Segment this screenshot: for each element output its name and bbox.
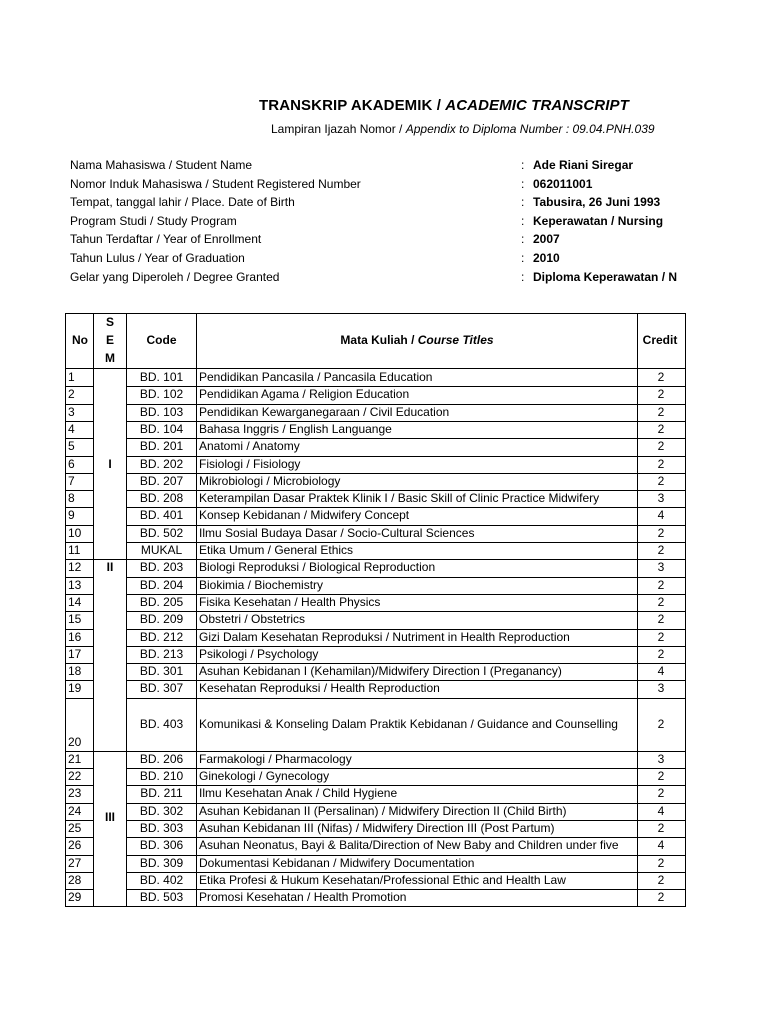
- course-code: BD. 309: [139, 855, 184, 870]
- course-code: BD. 206: [139, 751, 184, 766]
- course-title: Ilmu Kesehatan Anak / Child Hygiene: [199, 786, 398, 801]
- info-label: Tahun Terdaftar / Year of Enrollment: [70, 232, 262, 247]
- course-code: BD. 102: [139, 387, 184, 402]
- course-code: BD. 202: [139, 456, 184, 471]
- course-code: BD. 403: [139, 716, 184, 731]
- row-number: 28: [68, 872, 82, 887]
- course-title: Konsep Kebidanan / Midwifery Concept: [199, 508, 410, 523]
- transcript-table: [65, 313, 768, 905]
- row-number: 11: [68, 543, 81, 557]
- info-colon: :: [521, 213, 525, 228]
- header-title-main: Mata Kuliah /: [340, 333, 418, 347]
- student-info-row: [70, 268, 768, 287]
- course-title: Promosi Kesehatan / Health Promotion: [199, 890, 407, 905]
- course-code: BD. 205: [139, 594, 184, 609]
- row-number: 15: [68, 612, 82, 627]
- header-sem-m: M: [105, 351, 115, 365]
- course-credit: 2: [657, 769, 665, 783]
- row-number: 9: [68, 508, 75, 523]
- course-code: BD. 201: [139, 439, 184, 454]
- course-credit: 2: [657, 387, 665, 402]
- course-credit: 2: [657, 456, 665, 471]
- course-code: BD. 502: [139, 525, 184, 540]
- course-title: Bahasa Inggris / English Languange: [199, 421, 392, 436]
- course-credit: 2: [657, 872, 665, 887]
- course-credit: 4: [657, 664, 665, 679]
- info-value: Ade Riani Siregar: [533, 158, 634, 172]
- row-number: 20: [68, 734, 82, 749]
- semester-separator: [94, 906, 127, 907]
- row-separator-no: [65, 906, 94, 907]
- course-credit: 2: [657, 612, 665, 627]
- row-number: 22: [68, 769, 82, 783]
- info-colon: :: [521, 158, 525, 172]
- course-title: Fisika Kesehatan / Health Physics: [199, 594, 381, 609]
- semester-separator: [94, 559, 127, 560]
- row-number: 23: [68, 786, 82, 801]
- course-code: BD. 401: [139, 508, 184, 523]
- course-credit: 2: [657, 820, 665, 835]
- info-value: Tabusira, 26 Juni 1993: [533, 195, 661, 210]
- course-credit: 3: [657, 491, 665, 506]
- row-number: 19: [68, 681, 82, 696]
- row-number: 3: [68, 404, 75, 419]
- course-code: BD. 101: [139, 370, 184, 384]
- course-code: BD. 503: [139, 890, 184, 905]
- row-number: 6: [68, 456, 75, 471]
- course-credit: 2: [657, 890, 665, 905]
- info-label: Nama Mahasiswa / Student Name: [70, 158, 253, 172]
- course-code: BD. 203: [139, 560, 184, 575]
- course-title: Pendidikan Agama / Religion Education: [199, 387, 410, 402]
- header-code: Code: [146, 333, 177, 347]
- row-number: 13: [68, 577, 82, 592]
- info-label: Gelar yang Diperoleh / Degree Granted: [70, 269, 280, 284]
- header-sem-e: E: [105, 333, 114, 347]
- row-number: 29: [68, 890, 82, 905]
- course-title: Asuhan Kebidanan I (Kehamilan)/Midwifery Direction I (Preganancy): [199, 664, 562, 679]
- student-info-row: [70, 175, 768, 194]
- subtitle-italic: Appendix to Diploma Number : 09.04.PNH.039: [405, 122, 655, 136]
- row-number: 14: [68, 594, 82, 609]
- course-title: Obstetri / Obstetrics: [199, 612, 306, 627]
- course-credit: 2: [657, 786, 665, 801]
- course-credit: 2: [657, 473, 665, 488]
- info-label: Nomor Induk Mahasiswa / Student Registered Number: [70, 176, 361, 191]
- semester-label-1: I: [108, 457, 112, 471]
- course-title: Ilmu Sosial Budaya Dasar / Socio-Cultural Sciences: [199, 525, 475, 540]
- student-info-row: [70, 156, 768, 175]
- table-right-border: [685, 313, 686, 906]
- row-number: 8: [68, 491, 75, 506]
- course-code: BD. 402: [139, 872, 184, 887]
- student-info-row: [70, 212, 768, 231]
- student-info: [70, 156, 768, 286]
- course-credit: 2: [657, 855, 665, 870]
- course-credit: 4: [657, 803, 665, 818]
- document-title: [259, 97, 768, 114]
- info-value: Diploma Keperawatan / N: [533, 269, 678, 284]
- course-code: BD. 210: [139, 769, 184, 783]
- row-separator-no: [65, 698, 94, 699]
- course-credit: 3: [657, 751, 665, 766]
- course-title: Ginekologi / Gynecology: [199, 769, 330, 783]
- header-title-italic: Course Titles: [417, 333, 494, 347]
- title-italic: ACADEMIC TRANSCRIPT: [445, 97, 629, 114]
- course-code: BD. 212: [139, 629, 184, 644]
- course-title: Dokumentasi Kebidanan / Midwifery Documentation: [199, 855, 475, 870]
- row-number: 25: [68, 820, 82, 835]
- course-code: BD. 204: [139, 577, 184, 592]
- course-code: BD. 302: [139, 803, 184, 818]
- header-course-titles: [197, 333, 637, 347]
- row-number: 4: [68, 421, 75, 436]
- info-colon: :: [521, 232, 525, 247]
- info-value: Keperawatan / Nursing: [533, 213, 664, 228]
- row-number: 27: [68, 855, 82, 870]
- course-credit: 2: [657, 629, 665, 644]
- course-code: BD. 303: [139, 820, 184, 835]
- info-colon: :: [521, 176, 525, 191]
- course-title: Mikrobiologi / Microbiology: [199, 473, 341, 488]
- course-credit: 2: [657, 421, 665, 436]
- course-credit: 4: [657, 838, 665, 853]
- info-label: Tempat, tanggal lahir / Place. Date of Birth: [70, 195, 295, 210]
- course-code: BD. 307: [139, 681, 184, 696]
- row-number: 10: [68, 525, 82, 540]
- info-colon: :: [521, 250, 525, 265]
- course-code: BD. 209: [139, 612, 184, 627]
- subtitle-main: Lampiran Ijazah Nomor /: [271, 122, 406, 136]
- course-title: Etika Profesi & Hukum Kesehatan/Professional Ethic and Health Law: [199, 872, 566, 887]
- course-code: MUKAL: [140, 543, 183, 557]
- course-title: Psikologi / Psychology: [199, 646, 319, 661]
- course-credit: 2: [657, 525, 665, 540]
- header-credit: Credit: [642, 333, 678, 347]
- semester-label-2: II: [106, 560, 114, 574]
- course-title: Pendidikan Pancasila / Pancasila Education: [199, 370, 433, 384]
- course-title: Gizi Dalam Kesehatan Reproduksi / Nutriment in Health Reproduction: [199, 629, 570, 644]
- course-title: Komunikasi & Konseling Dalam Praktik Kebidanan / Guidance and Counselling: [199, 716, 618, 731]
- row-separator: [126, 698, 686, 699]
- info-colon: :: [521, 269, 525, 284]
- course-code: BD. 306: [139, 838, 184, 853]
- course-title: Keterampilan Dasar Praktek Klinik I / Basic Skill of Clinic Practice Midwifery: [199, 491, 600, 506]
- semester-separator: [94, 751, 127, 752]
- info-value: 2007: [533, 232, 560, 247]
- row-number: 12: [68, 560, 82, 575]
- course-credit: 2: [657, 716, 665, 731]
- row-number: 26: [68, 838, 82, 853]
- row-number: 2: [68, 387, 75, 402]
- course-title: Biokimia / Biochemistry: [199, 577, 324, 592]
- info-value: 2010: [533, 250, 560, 265]
- info-value: 062011001: [533, 176, 593, 191]
- course-credit: 2: [657, 594, 665, 609]
- student-info-row: [70, 249, 768, 268]
- row-number: 18: [68, 664, 82, 679]
- course-credit: 3: [657, 681, 665, 696]
- row-number: 17: [68, 646, 82, 661]
- course-code: BD. 103: [139, 404, 184, 419]
- row-separator: [126, 906, 686, 907]
- info-label: Tahun Lulus / Year of Graduation: [70, 250, 245, 265]
- course-title: Biologi Reproduksi / Biological Reproduction: [199, 560, 436, 575]
- table-top-border: [65, 313, 685, 314]
- course-title: Etika Umum / General Ethics: [199, 543, 354, 557]
- student-info-row: [70, 230, 768, 249]
- course-credit: 2: [657, 404, 665, 419]
- course-credit: 2: [657, 543, 665, 557]
- row-number: 24: [68, 803, 82, 818]
- course-title: Asuhan Neonatus, Bayi & Balita/Direction of New Baby and Children under five: [199, 838, 619, 853]
- course-code: BD. 207: [139, 473, 184, 488]
- info-label: Program Studi / Study Program: [70, 213, 237, 228]
- row-number: 7: [68, 473, 75, 488]
- course-credit: 2: [657, 370, 665, 384]
- course-code: BD. 104: [139, 421, 184, 436]
- course-code: BD. 213: [139, 646, 184, 661]
- course-code: BD. 301: [139, 664, 184, 679]
- row-number: 1: [68, 370, 75, 384]
- course-title: Fisiologi / Fisiology: [199, 456, 301, 471]
- semester-label-3: III: [104, 810, 115, 824]
- course-title: Anatomi / Anatomy: [199, 439, 300, 454]
- course-title: Pendidikan Kewarganegaraan / Civil Education: [199, 404, 450, 419]
- course-credit: 2: [657, 577, 665, 592]
- course-title: Asuhan Kebidanan II (Persalinan) / Midwifery Direction II (Child Birth): [199, 803, 567, 818]
- info-colon: :: [521, 195, 525, 210]
- title-main: TRANSKRIP AKADEMIK /: [259, 97, 446, 114]
- col-divider-no: [93, 313, 94, 906]
- course-title: Farmakologi / Pharmacology: [199, 751, 352, 766]
- header-sem-s: S: [105, 315, 114, 329]
- document-subtitle: [271, 122, 655, 136]
- course-title: Kesehatan Reproduksi / Health Reproduction: [199, 681, 440, 696]
- row-number: 21: [68, 751, 82, 766]
- row-number: 5: [68, 439, 75, 454]
- course-credit: 4: [657, 508, 665, 523]
- row-number: 16: [68, 629, 82, 644]
- student-info-row: [70, 193, 768, 212]
- course-code: BD. 208: [139, 491, 184, 506]
- header-no: No: [72, 333, 88, 347]
- course-credit: 2: [657, 439, 665, 454]
- course-credit: 3: [657, 560, 665, 575]
- course-title: Asuhan Kebidanan III (Nifas) / Midwifery Direction III (Post Partum): [199, 820, 555, 835]
- course-code: BD. 211: [140, 786, 183, 801]
- course-credit: 2: [657, 646, 665, 661]
